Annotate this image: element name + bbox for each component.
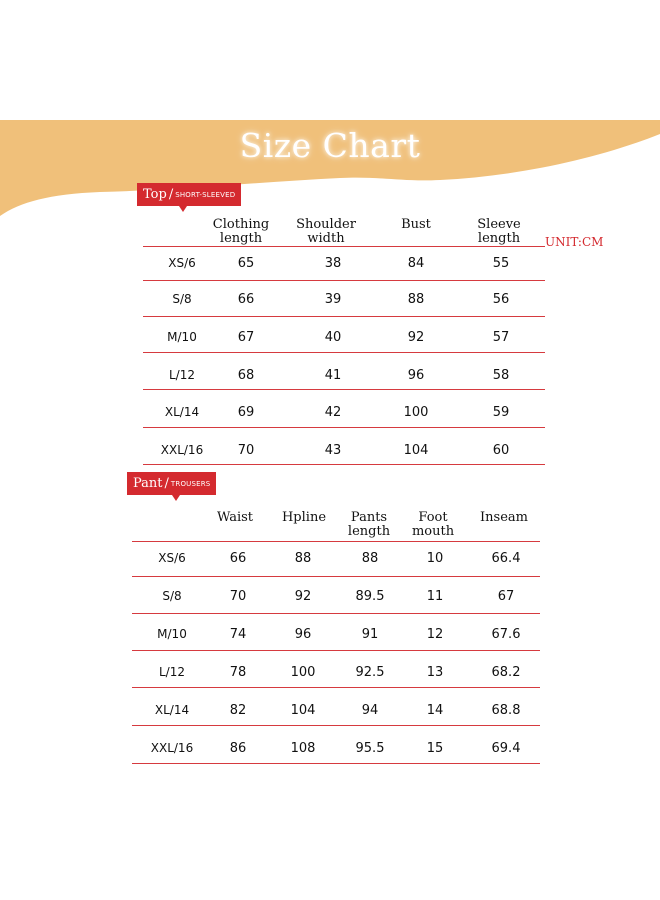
table-cell: 88 <box>361 551 379 566</box>
table-cell: 68.2 <box>491 665 521 680</box>
pant-header-inseam: Inseam <box>480 510 528 525</box>
size-chart-banner <box>0 118 660 218</box>
table-cell: 89.5 <box>355 589 385 604</box>
row-divider <box>132 650 540 651</box>
tag-pointer-icon <box>172 495 180 501</box>
top-header-sleeve-length: Sleeve length <box>477 217 521 246</box>
pant-header-waist: Waist <box>216 510 254 525</box>
row-divider <box>143 427 545 428</box>
pant-header-divider <box>132 541 540 542</box>
table-cell: 92 <box>407 330 425 345</box>
top-tag-sublabel: SHORT-SLEEVED <box>175 190 236 199</box>
size-label: S/8 <box>162 589 182 603</box>
table-cell: 66 <box>237 292 255 307</box>
size-label: S/8 <box>172 292 192 306</box>
table-cell: 67 <box>237 330 255 345</box>
row-divider <box>143 389 545 390</box>
table-cell: 69 <box>237 405 255 420</box>
row-divider <box>143 464 545 465</box>
table-cell: 96 <box>407 368 425 383</box>
size-label: L/12 <box>159 665 185 679</box>
size-label: M/10 <box>157 627 187 641</box>
table-cell: 74 <box>229 627 247 642</box>
size-label: XS/6 <box>168 256 196 270</box>
table-cell: 95.5 <box>355 741 385 756</box>
top-tag-separator: / <box>168 187 174 202</box>
row-divider <box>143 316 545 317</box>
pant-tag-label: Pant <box>133 476 163 491</box>
table-cell: 108 <box>290 741 316 756</box>
row-divider <box>132 576 540 577</box>
pant-tag-sublabel: TROUSERS <box>170 479 211 488</box>
tag-pointer-icon <box>179 206 187 212</box>
table-cell: 60 <box>492 443 510 458</box>
row-divider <box>132 763 540 764</box>
size-label: XXL/16 <box>160 443 204 457</box>
pant-header-hpline: Hpline <box>281 510 327 525</box>
table-cell: 96 <box>294 627 312 642</box>
top-tag-label: Top <box>143 187 167 202</box>
top-section-tag <box>137 183 241 206</box>
table-cell: 58 <box>492 368 510 383</box>
table-cell: 88 <box>407 292 425 307</box>
top-header-clothing-length: Clothing length <box>212 217 270 246</box>
table-cell: 68 <box>237 368 255 383</box>
table-cell: 78 <box>229 665 247 680</box>
table-cell: 42 <box>324 405 342 420</box>
table-cell: 91 <box>361 627 379 642</box>
table-cell: 70 <box>237 443 255 458</box>
table-cell: 104 <box>290 703 316 718</box>
pant-tag-separator: / <box>164 476 169 491</box>
table-cell: 40 <box>324 330 342 345</box>
table-cell: 100 <box>290 665 316 680</box>
table-cell: 65 <box>237 256 255 271</box>
size-label: XXL/16 <box>150 741 194 755</box>
table-cell: 100 <box>403 405 429 420</box>
table-cell: 56 <box>492 292 510 307</box>
table-cell: 15 <box>426 741 444 756</box>
table-cell: 92 <box>294 589 312 604</box>
table-cell: 92.5 <box>355 665 385 680</box>
table-cell: 38 <box>324 256 342 271</box>
table-cell: 68.8 <box>491 703 521 718</box>
table-cell: 88 <box>294 551 312 566</box>
pant-section-tag <box>127 472 216 495</box>
table-cell: 13 <box>426 665 444 680</box>
top-header-bust: Bust <box>401 217 431 232</box>
size-label: XL/14 <box>154 703 190 717</box>
table-cell: 86 <box>229 741 247 756</box>
row-divider <box>143 352 545 353</box>
row-divider <box>132 613 540 614</box>
table-cell: 66.4 <box>491 551 521 566</box>
table-cell: 94 <box>361 703 379 718</box>
table-cell: 59 <box>492 405 510 420</box>
size-label: XS/6 <box>158 551 186 565</box>
table-cell: 11 <box>426 589 444 604</box>
table-cell: 67 <box>497 589 515 604</box>
table-cell: 66 <box>229 551 247 566</box>
top-header-divider <box>143 246 545 247</box>
table-cell: 84 <box>407 256 425 271</box>
table-cell: 70 <box>229 589 247 604</box>
table-cell: 14 <box>426 703 444 718</box>
top-header-shoulder-width: Shoulder width <box>296 217 356 246</box>
pant-header-pants-length: Pants length <box>347 510 391 539</box>
row-divider <box>132 687 540 688</box>
table-cell: 39 <box>324 292 342 307</box>
table-cell: 67.6 <box>491 627 521 642</box>
table-cell: 55 <box>492 256 510 271</box>
size-label: XL/14 <box>164 405 200 419</box>
table-cell: 43 <box>324 443 342 458</box>
size-label: L/12 <box>169 368 195 382</box>
table-cell: 10 <box>426 551 444 566</box>
page-title: Size Chart <box>239 126 421 165</box>
pant-header-foot-mouth: Foot mouth <box>411 510 455 539</box>
table-cell: 57 <box>492 330 510 345</box>
table-cell: 69.4 <box>491 741 521 756</box>
table-cell: 104 <box>403 443 429 458</box>
table-cell: 12 <box>426 627 444 642</box>
table-cell: 41 <box>324 368 342 383</box>
row-divider <box>132 725 540 726</box>
unit-label: UNIT:CM <box>545 235 604 249</box>
table-cell: 82 <box>229 703 247 718</box>
size-label: M/10 <box>167 330 197 344</box>
row-divider <box>143 280 545 281</box>
